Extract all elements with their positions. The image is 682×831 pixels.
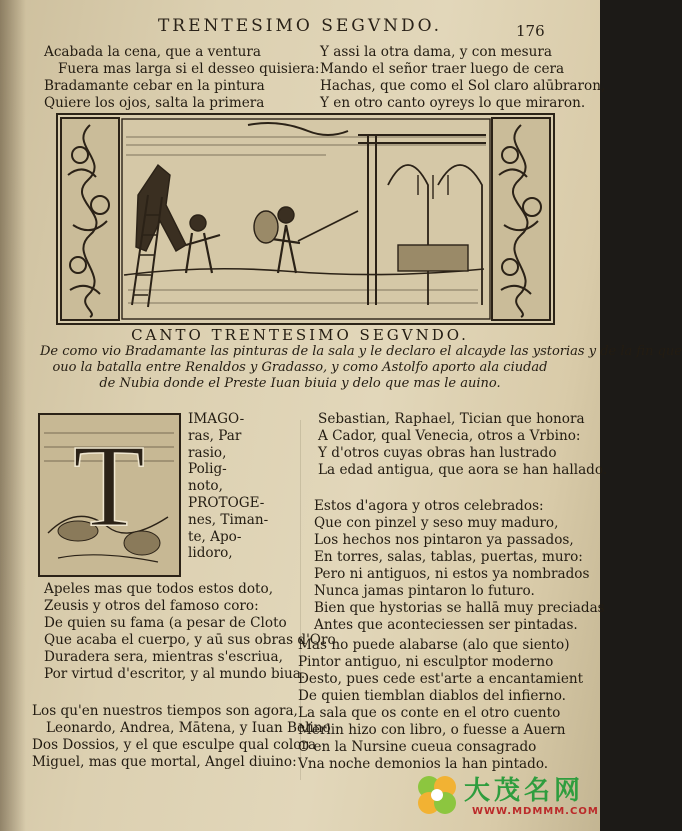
- initial-letter: T: [72, 420, 146, 551]
- verse-line: Sebastian, Raphael, Tician que honora: [318, 411, 585, 427]
- canto-argument-line: ouo la batalla entre Renaldos y Gradasso, y como Astolfo aporto ala ciudad: [52, 360, 548, 375]
- woodcut-scene: [122, 119, 490, 319]
- verse-line: Hachas, que como el Sol claro alūbraron,: [320, 78, 606, 94]
- page-gutter-shadow: [0, 0, 26, 831]
- verse-line: Apeles mas que todos estos doto,: [44, 581, 274, 597]
- site-watermark: [412, 768, 599, 824]
- watermark-chinese-text: 大茂名网: [464, 776, 585, 806]
- verse-line: De quien tiemblan diablos del infierno.: [298, 688, 566, 704]
- page-number: 176: [516, 22, 545, 40]
- verse-line: Y d'otros cuyas obras han lustrado: [318, 445, 557, 461]
- verse-line: Duradera sera, mientras s'escriua,: [44, 649, 283, 665]
- stanza-left-c: [32, 703, 331, 771]
- verse-line: Mas no puede alabarse (alo que siento): [298, 637, 570, 653]
- verse-line: Quiere los ojos, salta la primera: [44, 95, 265, 111]
- canto-title: CANTO TRENTESIMO SEGVNDO.: [131, 326, 469, 344]
- verse-line: noto,: [188, 478, 223, 495]
- verse-line: Por virtud d'escritor, y al mundo biua.: [44, 666, 306, 682]
- woodcut-illustration: [56, 113, 555, 325]
- stanza-top-right: [320, 44, 605, 112]
- verse-line: ras, Par: [188, 427, 242, 444]
- verse-line: Merlin hizo con libro, o fuesse a Auern: [298, 722, 566, 738]
- verse-line: Zeusis y otros del famoso coro:: [44, 598, 259, 614]
- verse-line: Nunca jamas pintaron lo futuro.: [314, 583, 535, 599]
- verse-line: Miguel, mas que mortal, Angel diuino:: [32, 754, 297, 770]
- verse-line: O en la Nursine cueua consagrado: [298, 739, 537, 755]
- verse-line: Estos d'agora y otros celebrados:: [314, 498, 544, 514]
- verse-line: IMAGO-: [188, 411, 245, 427]
- verse-line: Bradamante cebar en la pintura: [44, 78, 265, 94]
- watermark-url: WWW.MDMMM.COM: [472, 806, 599, 817]
- verse-line: Mando el señor traer luego de cera: [320, 61, 565, 77]
- verse-line: Que con pinzel y seso muy maduro,: [314, 515, 559, 531]
- verse-line: te, Apo-: [188, 528, 242, 545]
- stanza-right-c: [298, 637, 583, 773]
- verse-line: Desto, pues cede est'arte a encantamient: [298, 671, 584, 687]
- verse-line: Bien que hystorias se hallā muy preciadas: [314, 600, 605, 616]
- verse-line: Vna noche demonios la han pintado.: [298, 756, 549, 772]
- verse-line: La edad antigua, que aora se han hallado.: [318, 462, 608, 478]
- running-head: TRENTESIMO SEGVNDO.: [157, 16, 443, 36]
- stanza-top-left: [44, 44, 320, 112]
- verse-line: La sala que os conte en el otro cuento: [298, 705, 561, 721]
- canto-argument-line: De como vio Bradamante las pinturas de la sala y le declaro el alcayde las ystorias y de la fin que: [40, 344, 682, 359]
- stanza-right-a: [318, 411, 607, 479]
- verse-line: Pero ni antiguos, ni estos ya nombrados: [314, 566, 590, 582]
- verse-line: En torres, salas, tablas, puertas, muro:: [314, 549, 583, 565]
- verse-line: Polig-: [188, 461, 227, 478]
- verse-line: A Cador, qual Venecia, otros a Vrbino:: [318, 428, 581, 444]
- verse-line: Y en otro canto oyreys lo que miraron.: [320, 95, 586, 111]
- verse-line: Los qu'en nuestros tiempos son agora,: [32, 703, 298, 719]
- drop-cap-lines: [188, 411, 268, 562]
- verse-line: Acabada la cena, que a ventura: [44, 44, 261, 60]
- stanza-right-b: [314, 498, 605, 634]
- decorated-initial: [38, 413, 181, 577]
- verse-line: nes, Timan-: [188, 511, 269, 528]
- verse-line: Los hechos nos pintaron ya passados,: [314, 532, 574, 548]
- verse-line: Leonardo, Andrea, Mātena, y Iuan Belino: [46, 720, 331, 736]
- clover-logo-icon: [412, 770, 462, 820]
- verse-line: Y assi la otra dama, y con mesura: [320, 44, 552, 60]
- verse-line: PROTOGE-: [188, 494, 265, 511]
- verse-line: lidoro,: [188, 545, 233, 562]
- verse-line: rasio,: [188, 444, 227, 461]
- canto-argument-line: de Nubia donde el Preste Iuan biuia y delo que mas le auino.: [99, 376, 501, 391]
- verse-line: Antes que aconteciessen ser pintadas.: [314, 617, 578, 633]
- verse-line: Que acaba el cuerpo, y aū sus obras d'Oro: [44, 632, 336, 648]
- stanza-left-b: [44, 581, 336, 683]
- canto-heading: [40, 326, 682, 392]
- verse-line: De quien su fama (a pesar de Cloto: [44, 615, 287, 631]
- verse-line: Pintor antiguo, ni esculptor moderno: [298, 654, 554, 670]
- ornament-border-right: [492, 118, 550, 320]
- verse-line: Fuera mas larga si el desseo quisiera:: [58, 61, 320, 77]
- verse-line: Dos Dossios, y el que esculpe qual colora: [32, 737, 317, 753]
- ornament-border-left: [61, 118, 119, 320]
